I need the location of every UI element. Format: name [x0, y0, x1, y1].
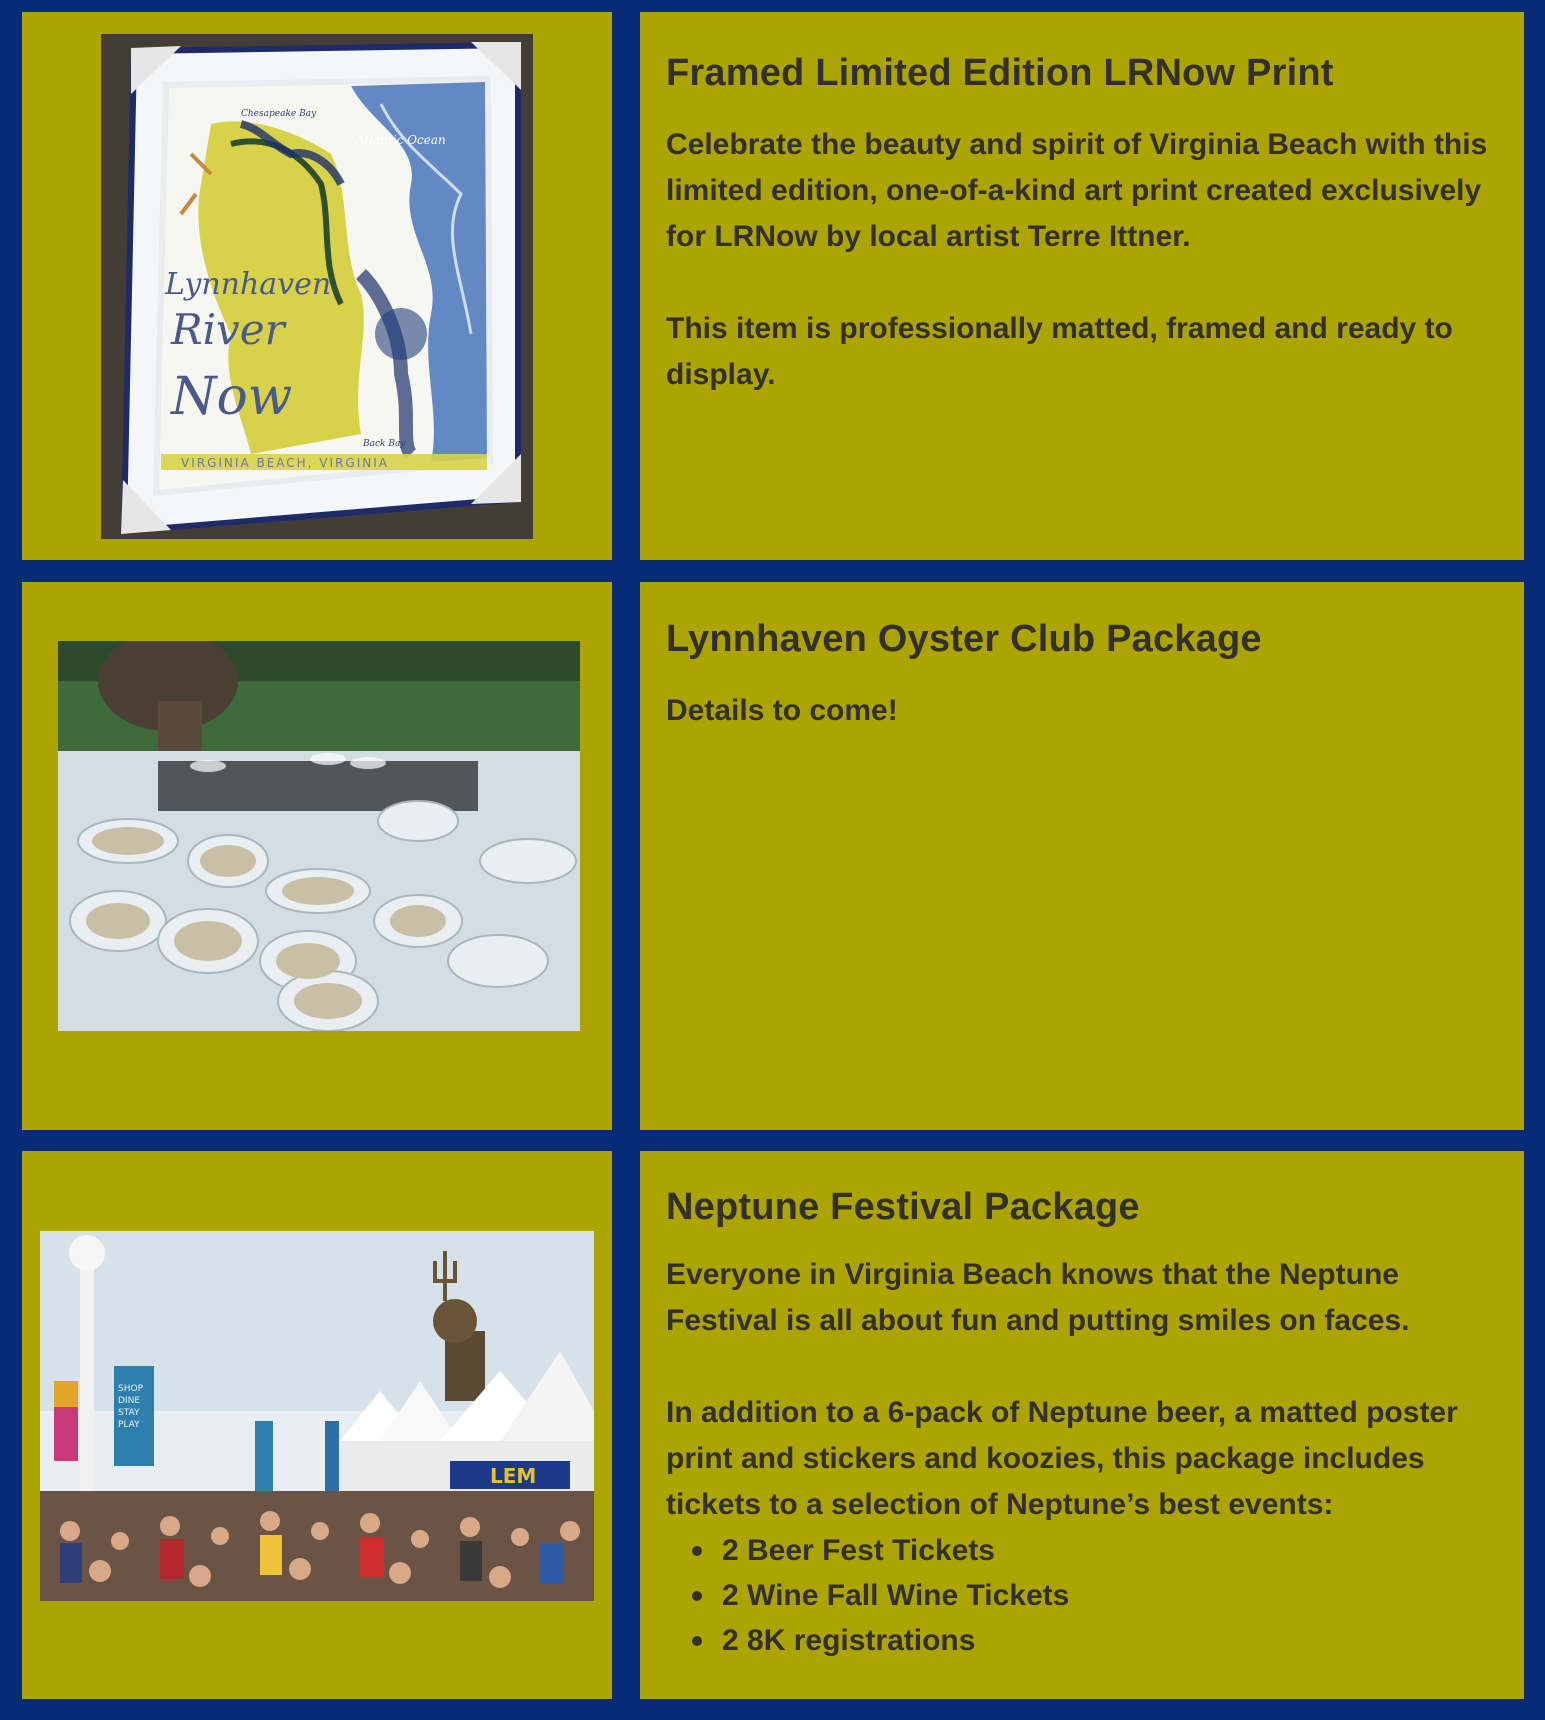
- list-item: [692, 1618, 1502, 1663]
- list-item-label: 2 Wine Fall Wine Tickets: [722, 1579, 1070, 1612]
- oyster-image-panel: [22, 582, 612, 1130]
- print-description: Celebrate the beauty and spirit of Virginia Beach with this limited edition, one-of-a-kind art print created exclusively for LRNow by local artist Terre Ittner.: [666, 128, 1488, 253]
- print-footer-label: VIRGINIA BEACH, VIRGINIA: [181, 456, 389, 470]
- banner-line-4: PLAY: [118, 1420, 140, 1430]
- banner-line-1: SHOP: [118, 1384, 143, 1394]
- print-image-panel: [22, 12, 612, 560]
- oyster-title: Lynnhaven Oyster Club Package: [666, 618, 1262, 660]
- print-title-line-2: River: [171, 305, 285, 354]
- list-item-label: 2 Beer Fest Tickets: [722, 1534, 995, 1567]
- oysters-graphic: [58, 641, 580, 1031]
- framed-print-photo: [101, 34, 533, 539]
- print-framing-note: This item is professionally matted, framed and ready to display.: [666, 312, 1453, 391]
- neptune-events-list: [666, 1528, 1502, 1663]
- print-text-panel: [640, 12, 1524, 560]
- framed-print-graphic: [101, 34, 533, 539]
- ocean-label: Atlantic Ocean: [356, 133, 446, 147]
- back-bay-label: Back Bay: [363, 439, 406, 449]
- list-item: [692, 1528, 1502, 1573]
- neptune-image-panel: [22, 1151, 612, 1699]
- banner-line-3: STAY: [118, 1408, 140, 1418]
- bullet-icon: [692, 1636, 702, 1646]
- neptune-package-details: In addition to a 6-pack of Neptune beer, a matted poster print and stickers and koozies, this package includes tickets to a selection of Neptune’s best events:: [666, 1396, 1458, 1521]
- oyster-text-panel: [640, 582, 1524, 1130]
- neptune-intro: Everyone in Virginia Beach knows that the Neptune Festival is all about fun and putting smiles on faces.: [666, 1258, 1410, 1337]
- print-title-line-3: Now: [171, 367, 293, 427]
- print-title: Framed Limited Edition LRNow Print: [666, 52, 1334, 94]
- neptune-festival-graphic: [40, 1231, 594, 1601]
- tent-sign-text: LEM: [490, 1464, 537, 1488]
- neptune-title: Neptune Festival Package: [666, 1186, 1140, 1228]
- list-item-label: 2 8K registrations: [722, 1624, 976, 1657]
- bullet-icon: [692, 1546, 702, 1556]
- print-title-line-1: Lynnhaven: [165, 267, 332, 302]
- neptune-festival-photo: [40, 1231, 594, 1601]
- list-item: [692, 1573, 1502, 1618]
- banner-line-2: DINE: [118, 1396, 141, 1406]
- oyster-description: Details to come!: [666, 694, 898, 727]
- neptune-text-panel: [640, 1151, 1524, 1699]
- oysters-photo: [58, 641, 580, 1031]
- bay-label: Chesapeake Bay: [241, 109, 317, 119]
- bullet-icon: [692, 1591, 702, 1601]
